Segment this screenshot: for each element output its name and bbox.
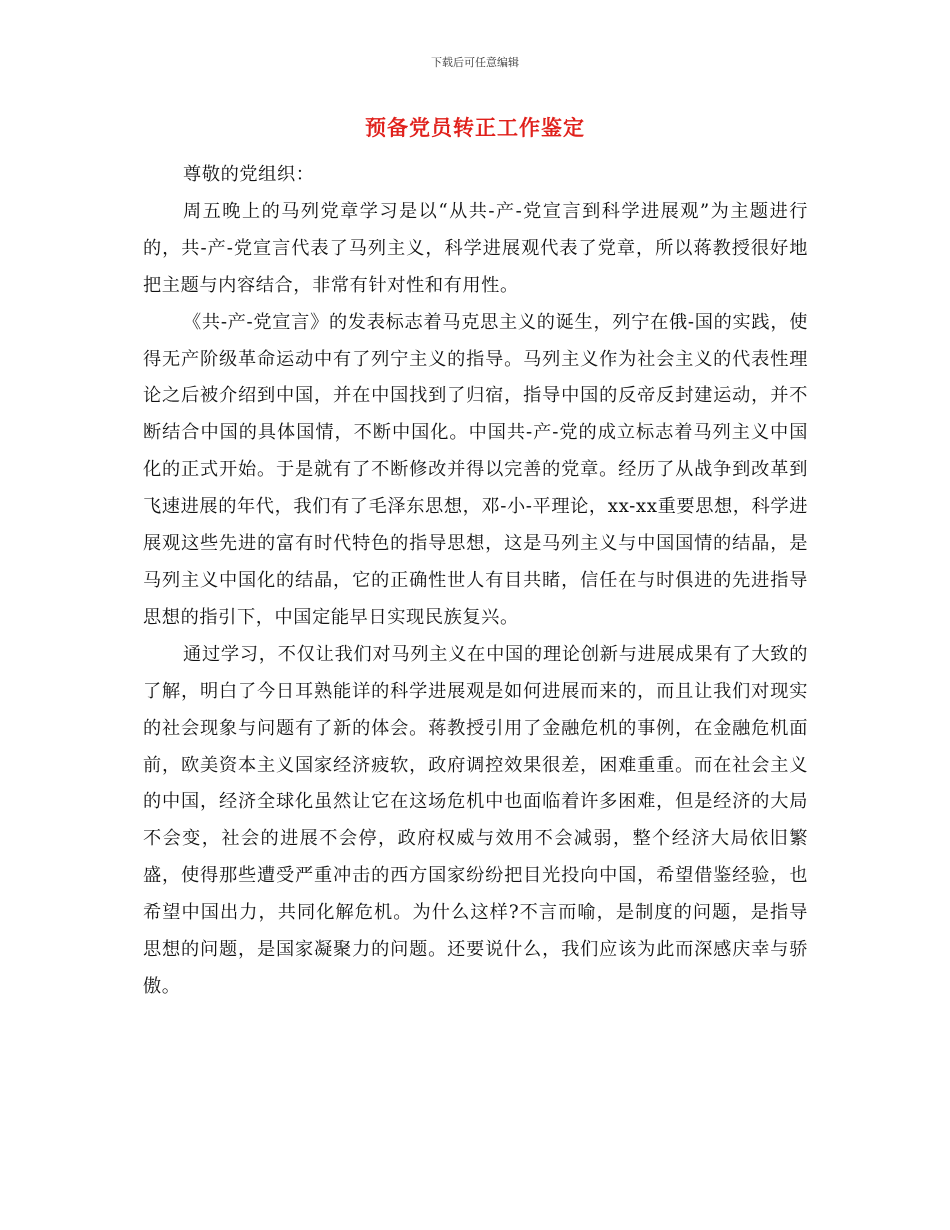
document-body bbox=[143, 157, 808, 1006]
paragraph-2: 《共-产-党宣言》的发表标志着马克思主义的诞生，列宁在俄-国的实践，使得无产阶级革命运动中有了列宁主义的指导。马列主义作为社会主义的代表性理论之后被介绍到中国，并在中国找到了归宿，指导中国的反帝反封建运动，并不断结合中国的具体国情，不断中国化。中国共-产-党的成立标志着马列主义中国化的正式开始。于是就有了不断修改并得以完善的党章。经历了从战争到改革到飞速进展的年代，我们有了毛泽东思想，邓-小-平理论，xx-xx重要思想，科学进展观这些先进的富有时代特色的指导思想，这是马列主义与中国国情的结晶，是马列主义中国化的结晶，它的正确性世人有目共睹，信任在与时俱进的先进指导思想的指引下，中国定能早日实现民族复兴。 bbox=[143, 311, 808, 628]
paragraph-3: 通过学习，不仅让我们对马列主义在中国的理论创新与进展成果有了大致的了解，明白了今日耳熟能详的科学进展观是如何进展而来的，而且让我们对现实的社会现象与问题有了新的体会。蒋教授引用了金融危机的事例，在金融危机面前，欧美资本主义国家经济疲软，政府调控效果很差，困难重重。而在社会主义的中国，经济全球化虽然让它在这场危机中也面临着许多困难，但是经济的大局不会变，社会的进展不会停，政府权威与效用不会减弱，整个经济大局依旧繁盛，使得那些遭受严重冲击的西方国家纷纷把目光投向中国，希望借鉴经验，也希望中国出力，共同化解危机。为什么这样?不言而喻，是制度的问题，是指导思想的问题，是国家凝聚力的问题。还要说什么，我们应该为此而深感庆幸与骄傲。 bbox=[143, 643, 808, 997]
header-note: 下载后可任意编辑 bbox=[431, 56, 519, 69]
paragraph-1: 周五晚上的马列党章学习是以“从共-产-党宣言到科学进展观”为主题进行的，共-产-党宣言代表了马列主义，科学进展观代表了党章，所以蒋教授很好地把主题与内容结合，非常有针对性和有用性。 bbox=[143, 200, 808, 296]
document-title: 预备党员转正工作鉴定 bbox=[365, 116, 585, 140]
salutation: 尊敬的党组织： bbox=[183, 164, 315, 185]
